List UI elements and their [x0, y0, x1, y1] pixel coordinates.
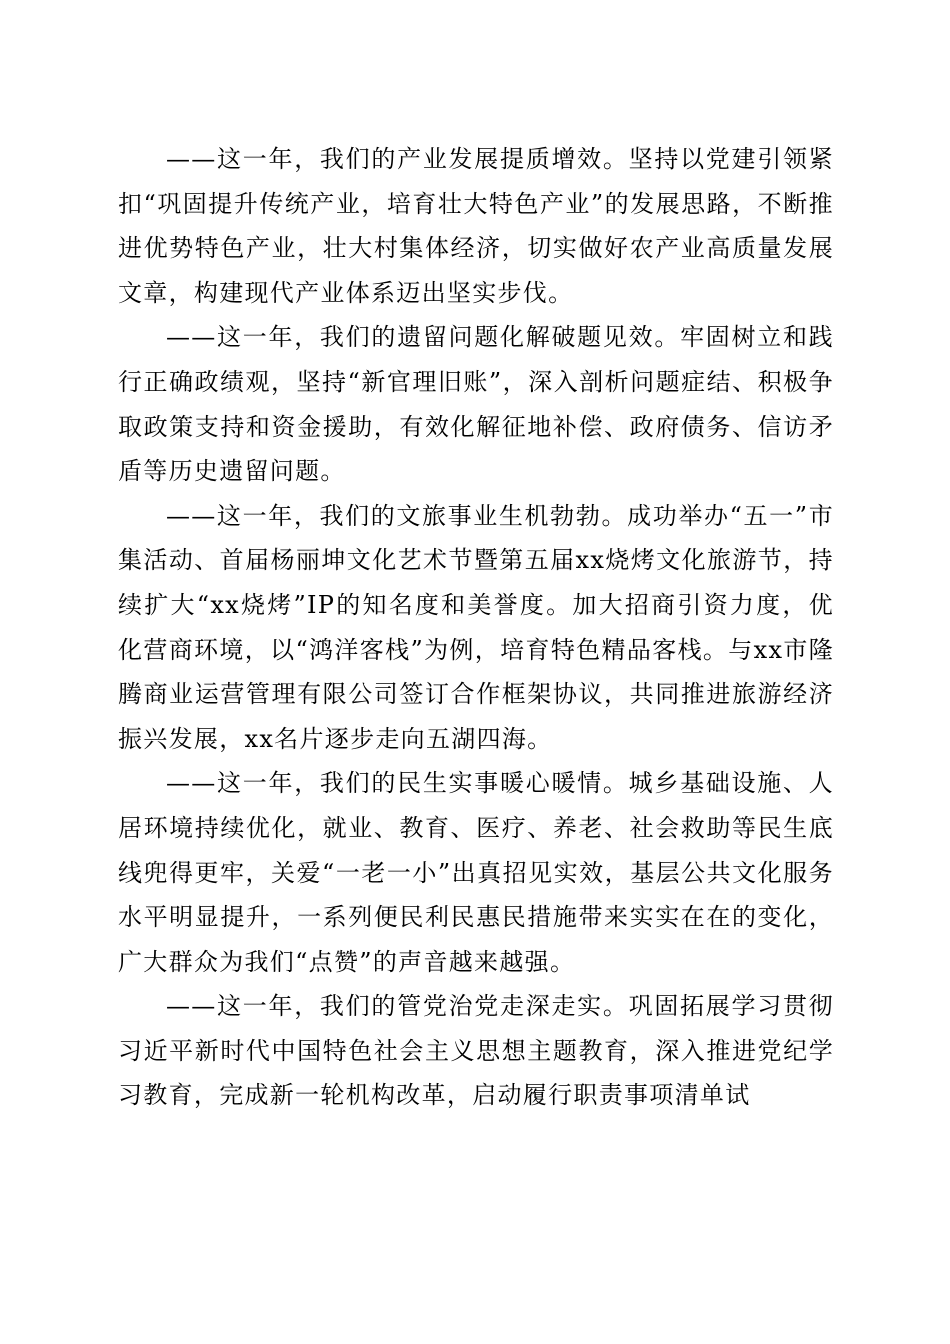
- paragraph-livelihood: ——这一年，我们的民生实事暖心暖情。城乡基础设施、人居环境持续优化，就业、教育、医疗、养老、社会救助等民生底线兜得更牢，关爱“一老一小”出真招见实效，基层公共文化服务水平明显提升，一系列便民利民惠民措施带来实实在在的变化，广大群众为我们“点赞”的声音越来越强。: [118, 769, 834, 976]
- paragraph-culture-tourism: ——这一年，我们的文旅事业生机勃勃。成功举办“五一”市集活动、首届杨丽坤文化艺术节暨第五届xx烧烤文化旅游节，持续扩大“xx烧烤”IP的知名度和美誉度。加大招商引资力度，优化营商环境，以“鸿洋客栈”为例，培育特色精品客栈。与xx市隆腾商业运营管理有限公司签订合作框架协议，共同推进旅游经济振兴发展，xx名片逐步走向五湖四海。: [118, 501, 834, 753]
- paragraph-industry-development: ——这一年，我们的产业发展提质增效。坚持以党建引领紧扣“巩固提升传统产业，培育壮大特色产业”的发展思路，不断推进优势特色产业，壮大村集体经济，切实做好农产业高质量发展文章，构建现代产业体系迈出坚实步伐。: [118, 145, 834, 307]
- paragraph-legacy-issues: ——这一年，我们的遗留问题化解破题见效。牢固树立和践行正确政绩观，坚持“新官理旧账”，深入剖析问题症结、积极争取政策支持和资金援助，有效化解征地补偿、政府债务、信访矛盾等历史遗留问题。: [118, 323, 834, 486]
- document-body: [118, 137, 834, 1118]
- paragraph-party-governance: ——这一年，我们的管党治党走深走实。巩固拓展学习贯彻习近平新时代中国特色社会主义思想主题教育，深入推进党纪学习教育，完成新一轮机构改革，启动履行职责事项清单试: [118, 992, 834, 1110]
